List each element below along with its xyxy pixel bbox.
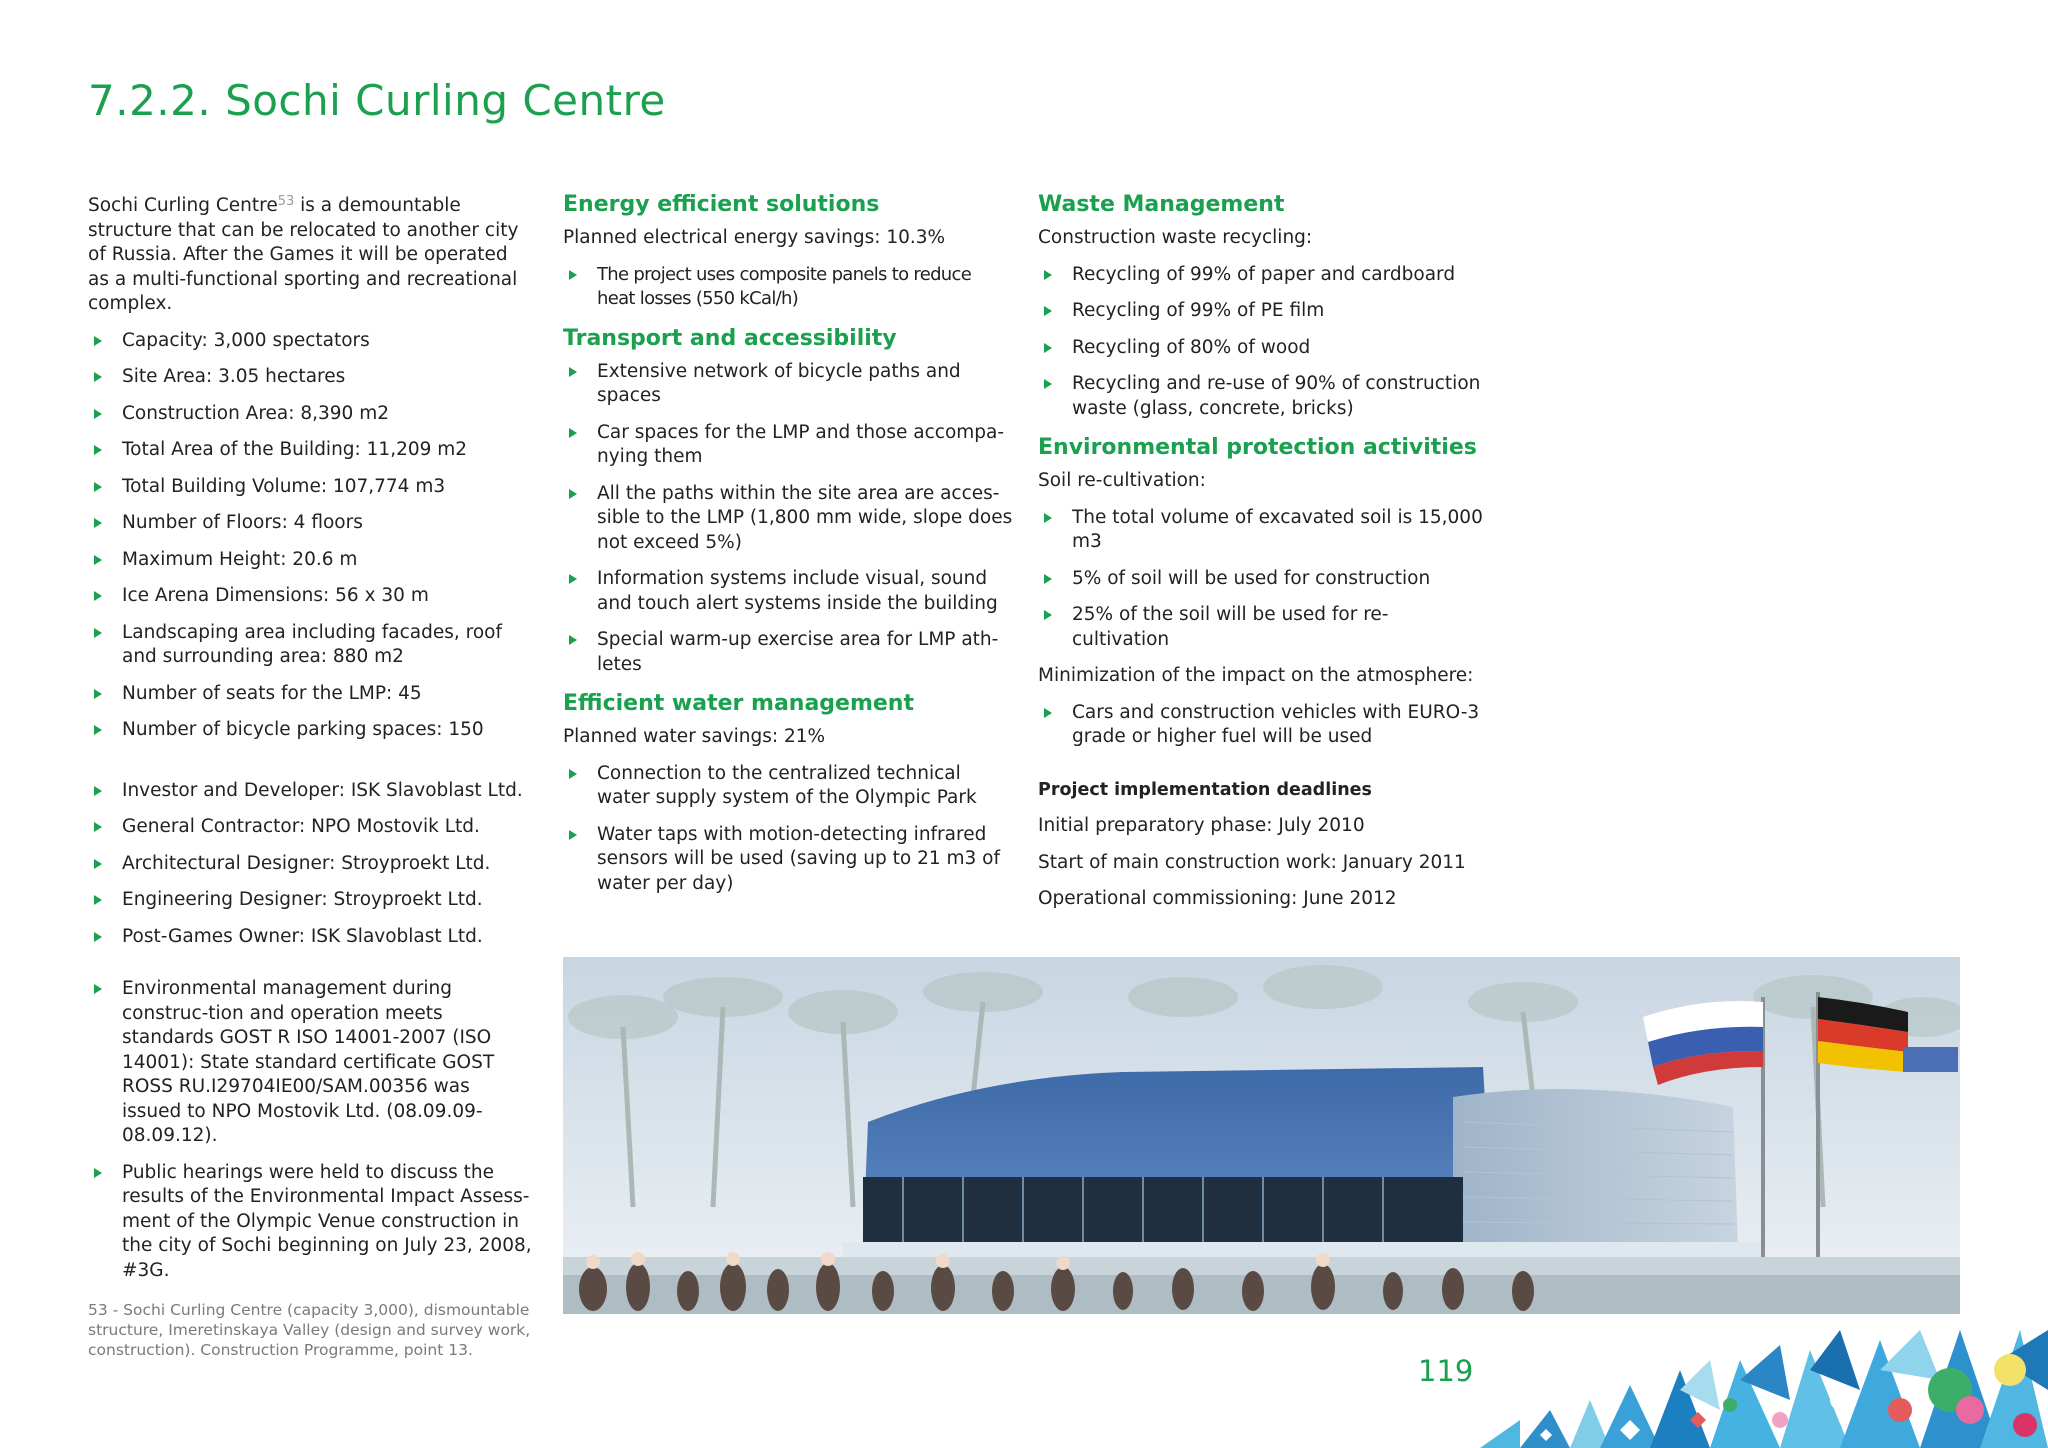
list-item: All the paths within the site area are acces-sible to the LMP (1,800 mm wide, slope does not exceed 5%) [563,482,1013,556]
protection-list [1038,506,1483,653]
list-item: Construction Area: 8,390 m2 [88,402,533,427]
list-item: 25% of the soil will be used for re-cultivation [1038,603,1483,652]
intro-text-after: is a demountable structure that can be relocated to another city of Russia. After the Games it will be operated as a multi-functional sporting and recreational complex. [88,195,519,314]
list-item: Number of Floors: 4 floors [88,511,533,536]
list-item: Special warm-up exercise area for LMP ath-letes [563,628,1013,677]
list-item: Maximum Height: 20.6 m [88,548,533,573]
list-item: Extensive network of bicycle paths and spaces [563,360,1013,409]
energy-heading: Energy efficient solutions [563,192,880,217]
column-right [1038,190,1483,924]
bullet-triangle-icon [569,769,577,779]
list-item: Total Building Volume: 107,774 m3 [88,475,533,500]
list-item: 5% of soil will be used for construction [1038,567,1483,592]
list-item: Recycling and re-use of 90% of construction waste (glass, concrete, bricks) [1038,372,1483,421]
list-item: Investor and Developer: ISK Slavoblast Ltd. [88,779,533,804]
water-list [563,762,1013,897]
bullet-triangle-icon [94,445,102,455]
bullet-triangle-icon [94,336,102,346]
list-item: Cars and construction vehicles with EURO-3 grade or higher fuel will be used [1038,701,1483,750]
bullet-triangle-icon [569,830,577,840]
list-item: Capacity: 3,000 spectators [88,329,533,354]
list-item: Number of bicycle parking spaces: 150 [88,718,533,743]
venue-rendering-image [563,957,1960,1314]
list-item: Recycling of 99% of paper and cardboard [1038,263,1483,288]
bullet-triangle-icon [94,786,102,796]
list-item: Total Area of the Building: 11,209 m2 [88,438,533,463]
list-item: Environmental management during construc-tion and operation meets standards GOST R ISO 14001-2007 (ISO 14001): State standard certificate GOST ROSS RU.I29704IE00/SAM.00356 was issued to NPO Mostovik Ltd. (08.09.09-08.09.12). [88,977,533,1149]
list-item: Information systems include visual, sound and touch alert systems inside the building [563,567,1013,616]
intro-text-before: Sochi Curling Centre [88,195,278,216]
page-title: 7.2.2. Sochi Curling Centre [88,76,666,125]
deadlines-heading: Project implementation deadlines [1038,779,1372,800]
bullet-triangle-icon [94,591,102,601]
list-item: Water taps with motion-detecting infrared sensors will be used (saving up to 21 m3 of water per day) [563,823,1013,897]
list-item: Recycling of 99% of PE film [1038,299,1483,324]
spacer [88,961,533,977]
waste-lead: Construction waste recycling: [1038,227,1313,248]
protection-heading: Environmental protection activities [1038,435,1477,460]
bullet-triangle-icon [94,932,102,942]
energy-lead: Planned electrical energy savings: 10.3% [563,227,946,248]
spacer [88,755,533,779]
deadline-item: Initial preparatory phase: July 2010 [1038,815,1365,836]
decorative-pattern-icon [1480,1330,2048,1448]
list-item: Number of seats for the LMP: 45 [88,682,533,707]
bullet-triangle-icon [569,428,577,438]
bullet-triangle-icon [569,635,577,645]
column-middle [563,190,1013,908]
list-item: The project uses composite panels to reduce heat losses (550 kCal/h) [563,263,1013,312]
bullet-triangle-icon [94,984,102,994]
bullet-triangle-icon [569,270,577,280]
list-item: Engineering Designer: Stroyproekt Ltd. [88,888,533,913]
intro-paragraph [88,190,533,317]
list-item: Landscaping area including facades, roof and surrounding area: 880 m2 [88,621,533,670]
transport-list [563,360,1013,678]
bullet-triangle-icon [569,367,577,377]
bullet-triangle-icon [94,859,102,869]
list-item: Car spaces for the LMP and those accompa-nying them [563,421,1013,470]
protection-list-2 [1038,701,1483,750]
environment-list [88,977,533,1283]
bullet-triangle-icon [94,555,102,565]
deadline-item: Operational commissioning: June 2012 [1038,888,1397,909]
list-item: Public hearings were held to discuss the results of the Environmental Impact Assess-ment of the Olympic Venue construction in the city of Sochi beginning on July 23, 2008, #3G. [88,1161,533,1284]
list-item: Post-Games Owner: ISK Slavoblast Ltd. [88,925,533,950]
page-number: 119 [1418,1354,1474,1388]
bullet-triangle-icon [94,518,102,528]
bullet-triangle-icon [94,628,102,638]
protection-lead: Soil re-cultivation: [1038,470,1206,491]
bullet-triangle-icon [1044,343,1052,353]
footnote-ref[interactable]: 53 [277,194,295,209]
bullet-triangle-icon [1044,610,1052,620]
bullet-triangle-icon [1044,270,1052,280]
spacer [1038,762,1483,778]
list-item: Site Area: 3.05 hectares [88,365,533,390]
bullet-triangle-icon [569,489,577,499]
bullet-triangle-icon [94,372,102,382]
list-item: Recycling of 80% of wood [1038,336,1483,361]
bullet-triangle-icon [94,689,102,699]
facts-list [88,329,533,743]
bullet-triangle-icon [1044,306,1052,316]
list-item: Architectural Designer: Stroyproekt Ltd. [88,852,533,877]
energy-list [563,263,1013,312]
protection-lead-2: Minimization of the impact on the atmosphere: [1038,665,1474,686]
parties-list [88,779,533,950]
waste-heading: Waste Management [1038,192,1285,217]
waste-list [1038,263,1483,422]
water-heading: Efficient water management [563,691,914,716]
bullet-triangle-icon [94,482,102,492]
bullet-triangle-icon [94,895,102,905]
bullet-triangle-icon [569,574,577,584]
bullet-triangle-icon [94,822,102,832]
bullet-triangle-icon [1044,574,1052,584]
bullet-triangle-icon [1044,379,1052,389]
list-item: Connection to the centralized technical water supply system of the Olympic Park [563,762,1013,811]
bullet-triangle-icon [1044,513,1052,523]
list-item: General Contractor: NPO Mostovik Ltd. [88,815,533,840]
deadline-item: Start of main construction work: January 2011 [1038,851,1466,873]
bullet-triangle-icon [1044,708,1052,718]
water-lead: Planned water savings: 21% [563,726,826,747]
bullet-triangle-icon [94,1168,102,1178]
list-item: Ice Arena Dimensions: 56 x 30 m [88,584,533,609]
bullet-triangle-icon [94,409,102,419]
column-left [88,190,533,1295]
bullet-triangle-icon [94,725,102,735]
list-item: The total volume of excavated soil is 15,000 m3 [1038,506,1483,555]
transport-heading: Transport and accessibility [563,325,897,351]
footnote: 53 - Sochi Curling Centre (capacity 3,000), dismountable structure, Imeretinskaya Valley (design and survey work, construction). Construction Programme, point 13. [88,1301,531,1359]
